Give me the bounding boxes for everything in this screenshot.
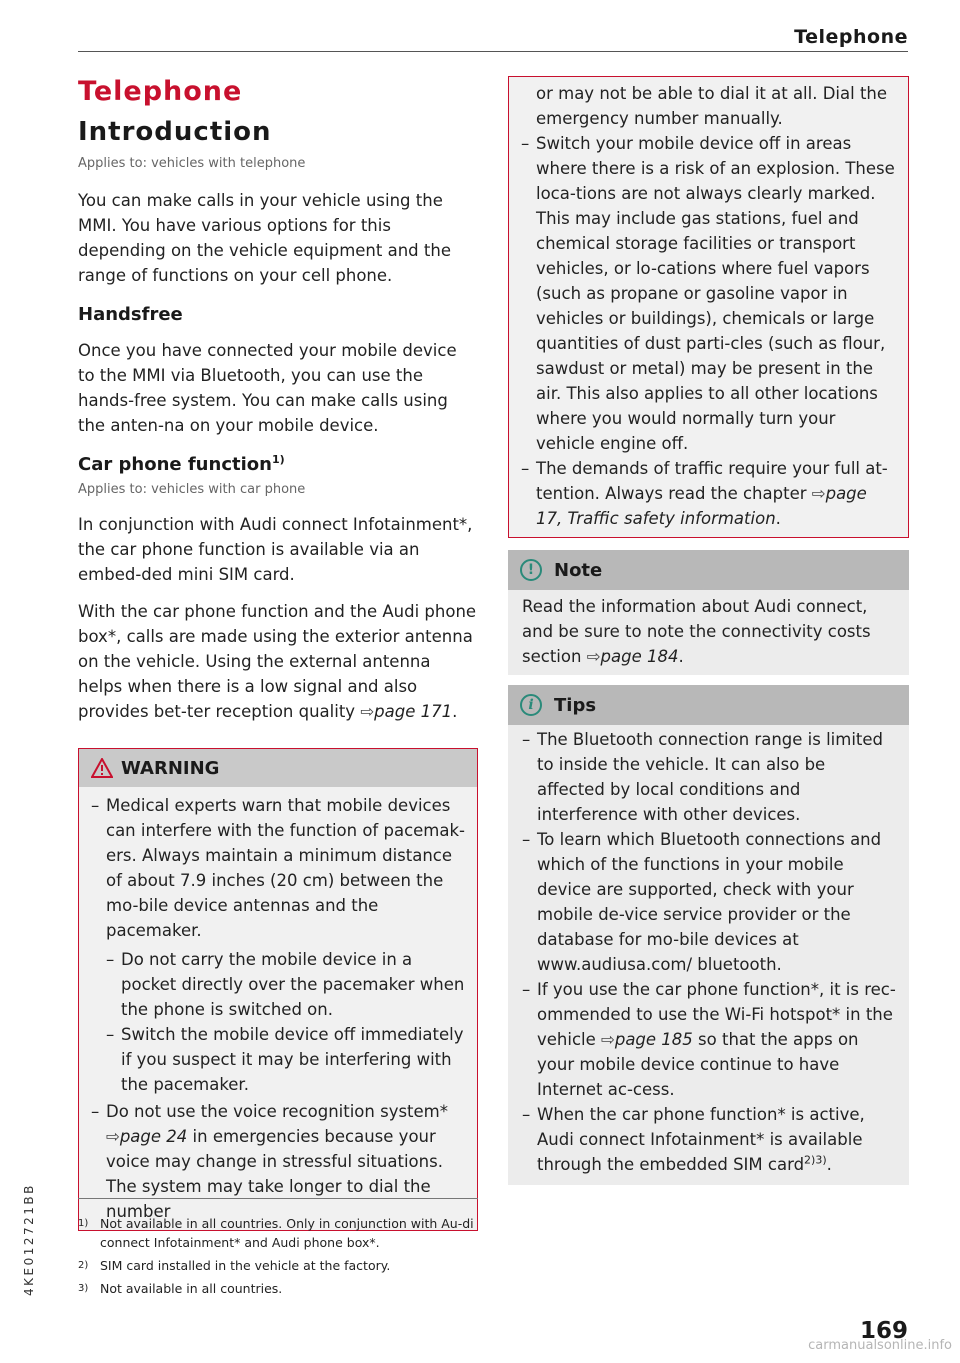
note-body — [508, 590, 909, 675]
car-phone-paragraph-1: In conjunction with Audi connect Infotainment*, the car phone function is available via an embed-ded mini SIM card. — [78, 515, 473, 584]
footnote-3 — [78, 1279, 478, 1298]
page-reference-171[interactable]: page 171 — [374, 702, 453, 721]
footnote-mark: 1) — [78, 1218, 89, 1229]
page-reference-24[interactable]: page 24 — [119, 1127, 188, 1146]
note-box — [508, 550, 909, 675]
intro-paragraph: You can make calls in your vehicle using the MMI. You have various options for this depending on the vehicle equipment and the range of functions on your cell phone. — [78, 191, 451, 285]
page-reference-185[interactable]: page 185 — [614, 1030, 693, 1049]
arrow-right-icon: ⇨ — [601, 1030, 615, 1049]
warning-header — [79, 749, 477, 787]
footnote-text: SIM card installed in the vehicle at the factory. — [100, 1258, 391, 1273]
car-phone-paragraph-2-text: With the car phone function and the Audi phone box*, calls are made using the exterior antenna on the vehicle. Using the external antenna helps when there is a low signal and also provides bet-ter reception quality — [78, 602, 477, 721]
note-label: Note — [554, 559, 603, 581]
warning-sublist — [106, 947, 465, 1097]
applies-to-car-phone: Applies to: vehicles with car phone — [78, 482, 306, 497]
footnote-text: Not available in all countries. — [100, 1281, 283, 1296]
tips-box — [508, 685, 909, 1185]
warning-continued-text: or may not be able to dial it at all. Dial the emergency number manually. — [509, 81, 908, 131]
car-phone-heading — [78, 452, 478, 478]
tips-item-3-text-a: If you use the car phone function*, it is rec-ommended to use the Wi-Fi hotspot* in the vehicle — [537, 980, 896, 1049]
tips-item-embedded-sim — [522, 1102, 897, 1177]
header-divider — [78, 51, 908, 52]
tips-label: Tips — [554, 694, 597, 716]
warning-item-2-text-a: Do not use the voice recognition system* — [106, 1102, 449, 1121]
note-header — [508, 550, 909, 590]
tips-header — [508, 685, 909, 725]
applies-to-telephone: Applies to: vehicles with telephone — [78, 156, 306, 171]
tips-item-supported-connections: – To learn which Bluetooth connections and which of the functions in your mobile device are supported, check with your mobile de-vice service provider or the database for mo-bile devices at www.audiusa.com/ bluetooth. — [522, 827, 897, 977]
document-code: 4KE012721BB — [22, 1183, 36, 1296]
car-phone-heading-text: Car phone function — [78, 454, 272, 475]
warning-item-explosion: – Switch your mobile device off in areas where there is a risk of an explosion. These loca-tions are not always clearly marked. This may include gas stations, fuel and chemical storage facilities or transport vehicles, or lo-cations where fuel vapors (such as propane or gasoline vapor in vehicles or buildings), chemicals or large quantities of dust parti-cles (such as flour, sawdust or metal) may be present in the air. This also applies to all other locations where you would normally turn your vehicle engine off. — [521, 131, 896, 456]
footnotes — [78, 1198, 478, 1302]
footnote-mark: 3) — [78, 1283, 89, 1294]
footnote-ref-1: 1) — [271, 453, 285, 466]
warning-subitem-switch-off: – Switch the mobile device off immediately if you suspect it may be interfering with the pacemaker. — [106, 1022, 465, 1097]
warning-box — [78, 748, 478, 1231]
period: . — [452, 702, 458, 721]
tips-item-wifi-hotspot — [522, 977, 897, 1102]
warning-item-2-text-b: in emergencies because your voice may change in stressful situations. The system may take longer to dial the number — [106, 1127, 443, 1221]
tips-item-4-text: When the car phone function* is active, Audi connect Infotainment* is available through the embedded SIM card — [537, 1105, 865, 1174]
footnote-1 — [78, 1214, 478, 1252]
warning-item-4-text: The demands of traffic require your full at-tention. Always read the chapter — [536, 459, 888, 503]
arrow-right-icon: ⇨ — [586, 647, 601, 666]
handsfree-heading: Handsfree — [78, 304, 183, 325]
period: . — [678, 647, 684, 666]
warning-list-continued — [509, 131, 908, 531]
right-column — [508, 76, 909, 1185]
period: . — [775, 509, 781, 528]
page-reference-17[interactable]: page 17, Traffic safety information — [536, 484, 867, 528]
footnote-text: Not available in all countries. Only in conjunction with Au-di connect Infotainment* and Audi phone box*. — [100, 1216, 474, 1250]
warning-body — [79, 787, 477, 1230]
left-column — [78, 72, 478, 1231]
footnote-2 — [78, 1256, 478, 1275]
warning-item-pacemaker — [91, 793, 465, 1097]
warning-label: WARNING — [121, 757, 220, 779]
tips-item-range: – The Bluetooth connection range is limited to inside the vehicle. It can also be affected by local conditions and interference with other devices. — [522, 727, 897, 827]
handsfree-paragraph: Once you have connected your mobile device to the MMI via Bluetooth, you can use the hands-free system. You can make calls using the anten-na on your mobile device. — [78, 341, 457, 435]
watermark: carmanualsonline.info — [808, 1338, 952, 1353]
info-circle-icon: i — [520, 694, 542, 716]
tips-list — [522, 727, 897, 1177]
arrow-right-icon: ⇨ — [811, 484, 826, 503]
warning-triangle-icon — [91, 758, 113, 778]
car-phone-paragraph-2 — [78, 599, 478, 724]
exclamation-circle-icon: ! — [520, 559, 542, 581]
warning-list — [91, 793, 465, 1224]
warning-box-continued — [508, 76, 909, 538]
arrow-right-icon: ⇨ — [360, 702, 375, 721]
page-number: 169 — [859, 1318, 908, 1344]
footnote-mark: 2) — [78, 1260, 89, 1271]
period: . — [826, 1155, 832, 1174]
page-reference-184[interactable]: page 184 — [600, 647, 679, 666]
chapter-title: Telephone — [78, 76, 243, 107]
warning-subitem-pocket: – Do not carry the mobile device in a pocket directly over the pacemaker when the phone is switched on. — [106, 947, 465, 1022]
section-title: Introduction — [78, 117, 272, 147]
footnote-ref-2-3: 2)3) — [804, 1153, 827, 1167]
note-text: Read the information about Audi connect, and be sure to note the connectivity costs section — [522, 597, 871, 666]
tips-body — [508, 725, 909, 1185]
warning-item-1-text: Medical experts warn that mobile devices can interfere with the function of pacemak-ers. Always maintain a minimum distance of about 7.9 inches (20 cm) between the mo-bile device antennas and the pacemaker. — [106, 796, 465, 940]
arrow-right-icon: ⇨ — [106, 1127, 120, 1146]
running-header-title: Telephone — [794, 26, 908, 48]
warning-item-traffic — [521, 456, 896, 531]
tips-item-3-text-b: so that the apps on your mobile device continue to have Internet ac-cess. — [537, 1030, 859, 1099]
